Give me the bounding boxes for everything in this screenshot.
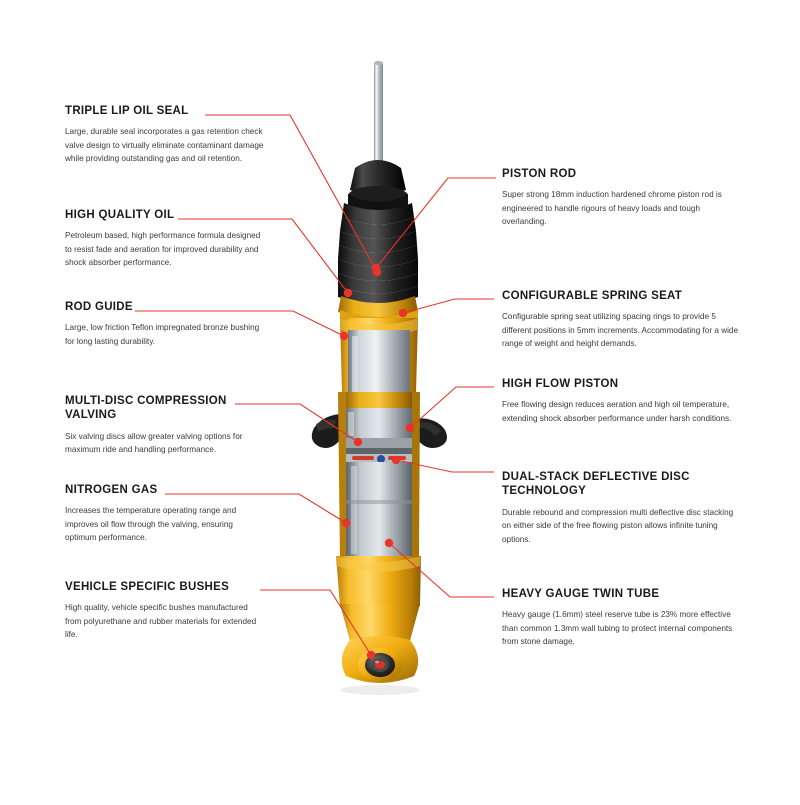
callout-title: NITROGEN GAS — [65, 484, 158, 496]
callout-body: Durable rebound and compression multi deflective disc stacking on either side of the free flowing piston allows infinite tuning options. — [502, 507, 734, 544]
callout-high-quality-oil — [65, 208, 265, 270]
callout-title: PISTON ROD — [502, 168, 577, 180]
callout-title: HIGH FLOW PISTON — [502, 378, 619, 390]
callout-heavy-gauge-twin-tube — [502, 587, 740, 649]
callout-body: Increases the temperature operating range and improves oil flow through the valving, ensuring optimum performance. — [65, 506, 237, 543]
callout-multi-disc-compression-valving — [65, 394, 265, 457]
callout-nitrogen-gas — [65, 483, 265, 545]
callout-title: ROD GUIDE — [65, 301, 133, 313]
callout-title: MULTI-DISC COMPRESSION VALVING — [65, 395, 227, 422]
callout-body: High quality, vehicle specific bushes manufactured from polyurethane and rubber materials for extended life. — [65, 603, 257, 640]
callout-body: Configurable spring seat utilizing spacing rings to provide 5 different positions in 5mm increments. Accommodating for a wide range of weight and height demands. — [502, 312, 739, 349]
callout-title: VEHICLE SPECIFIC BUSHES — [65, 581, 230, 593]
callout-piston-rod — [502, 167, 740, 229]
callout-body: Super strong 18mm induction hardened chrome piston rod is engineered to handle rigours of heavy loads and tough overlanding. — [502, 190, 722, 227]
callout-body: Large, low friction Teflon impregnated bronze bushing for long lasting durability. — [65, 323, 260, 346]
callout-body: Petroleum based, high performance formula designed to resist fade and aeration for improved durability and shock absorber performance. — [65, 231, 261, 268]
callout-vehicle-specific-bushes — [65, 580, 265, 642]
callout-title: HEAVY GAUGE TWIN TUBE — [502, 588, 660, 600]
callout-triple-lip-oil-seal — [65, 104, 265, 166]
callout-title: CONFIGURABLE SPRING SEAT — [502, 290, 683, 302]
callout-title: TRIPLE LIP OIL SEAL — [65, 105, 189, 117]
callout-configurable-spring-seat — [502, 289, 740, 351]
callout-body: Large, durable seal incorporates a gas retention check valve design to virtually eliminate contaminant damage while providing outstanding gas and oil retention. — [65, 127, 264, 164]
callout-body: Free flowing design reduces aeration and high oil temperature, extending shock absorber performance under harsh conditions. — [502, 400, 732, 423]
callout-title: HIGH QUALITY OIL — [65, 209, 175, 221]
callout-body: Six valving discs allow greater valving options for maximum ride and handling performance. — [65, 431, 243, 455]
callout-high-flow-piston — [502, 377, 740, 425]
callout-body: Heavy gauge (1.6mm) steel reserve tube is 23% more effective than common 1.3mm wall tubing to protect internal components from stone damage. — [502, 610, 733, 647]
callout-rod-guide — [65, 300, 265, 348]
callout-title: DUAL-STACK DEFLECTIVE DISC TECHNOLOGY — [502, 471, 690, 498]
callout-dual-stack-deflective-disc-technology — [502, 470, 740, 546]
